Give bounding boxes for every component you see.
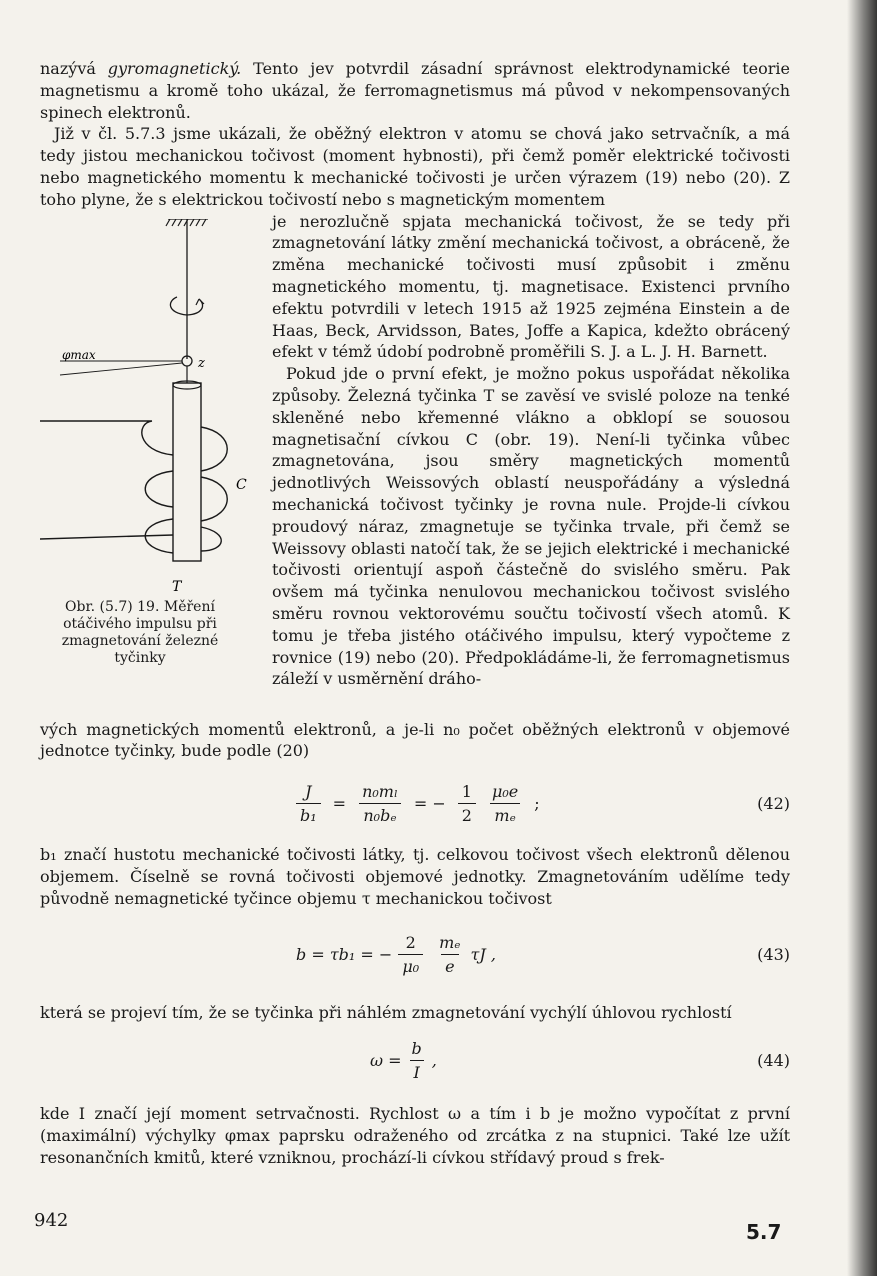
eq43-f1-den: μ₀ bbox=[398, 954, 423, 976]
figure-19 bbox=[40, 219, 252, 599]
paragraph-1 bbox=[40, 58, 790, 123]
eq43-lhs: b = τb₁ = − bbox=[296, 945, 393, 965]
eq42-frac-mid bbox=[358, 782, 402, 825]
eq42-mid-den: n₀bₑ bbox=[359, 803, 400, 825]
eq42-mid-num: n₀mₗ bbox=[362, 781, 398, 801]
eq42-sign: = − bbox=[413, 793, 446, 813]
eq43-frac-2 bbox=[435, 933, 464, 976]
eq44-lhs: ω = bbox=[370, 1050, 402, 1070]
iron-rod bbox=[173, 383, 201, 561]
p1-italic: gyromagnetický. bbox=[107, 59, 242, 78]
section-number: 5.7 bbox=[746, 1220, 782, 1244]
eq42-rhs2-den: mₑ bbox=[490, 803, 519, 825]
equation-42 bbox=[40, 768, 790, 838]
eq44-den: I bbox=[410, 1060, 424, 1082]
label-z: z bbox=[198, 355, 205, 371]
eq43-f1-num: 2 bbox=[405, 933, 416, 953]
eq43-tail: τJ , bbox=[470, 945, 496, 965]
equation-44-body bbox=[370, 1025, 437, 1095]
paragraph-6: kde I značí její moment setrvačnosti. Rychlost ω a tím i b je možno vypočítat z první (maximální) výchylky φmax paprsku odraženého od zrcátka z na stupnici. Také lze užít resonančních kmitů, které vzniknou, prochází-li cívkou střídavý proud s frek- bbox=[40, 1104, 790, 1167]
equation-43-body bbox=[296, 920, 496, 990]
eq42-frac-lhs bbox=[296, 782, 321, 825]
equation-43 bbox=[40, 920, 790, 990]
reflected-beam bbox=[60, 363, 182, 375]
eq44-num: b bbox=[411, 1038, 422, 1058]
equation-44 bbox=[40, 1025, 790, 1095]
figure-drawing bbox=[40, 219, 252, 599]
equation-42-body: $\frac{J}{\text{b₁}}$ = $\frac{\text{n₀mₗ}}{\text{n₀bₑ}}$ = − $\frac{1}{2}$ $\frac{\text{μ₀e}}{\text{mₑ}}$ ; bbox=[290, 768, 546, 838]
eq44-frac bbox=[408, 1039, 426, 1082]
eq42-lhs-den: b₁ bbox=[296, 803, 321, 825]
page-content bbox=[40, 58, 790, 1169]
eq42-frac-rhs1 bbox=[458, 782, 476, 825]
paragraph-3: Pokud jde o první efekt, je možno pokus uspořádat několika způsoby. Železná tyčinka T se zavěsí ve svislé poloze na tenké skleněné nebo křemenné vlákno a obklopí se souosou magnetisační cívkou C (obr. 19). Není-li tyčinka vůbec zmagnetována, jsou směry magnetických momentů jednotlivých Weissových oblastí neuspořádány a výsledná mechanická točivost tyčinky je rovna nule. Projde-li cívkou proudový náraz, zmagnetuje se tyčinka trvale, při čemž se Weissovy oblasti natočí tak, že se jejich elektrické i mechanické točivosti orientují aspoň částečně do svislého směru. Pak ovšem má tyčinka nenulovou mechanickou točivost svislého směru rovnou vektorovému součtu točivostí všech atomů. K tomu je třeba jistého otáčivého impulsu, který vypočteme z rovnice (19) nebo (20). Předpokládáme-li, že ferromagnetismus záleží v usměrnění dráho- bbox=[272, 364, 790, 689]
paragraph-2-cont: je nerozlučně spjata mechanická točivost, že se tedy při zmagnetování látky změní mechanická točivost, a obráceně, že změna mechanické točivosti musí způsobit i změnu magnetického momentu, tj. magnetisace. Existenci prvního efektu potvrdili v letech 1915 až 1925 zejména Einstein a de Haas, Beck, Arvidsson, Bates, Joffe a Kapica, kdežto obrácený efekt v témž údobí podrobně proměřili S. J. a L. J. H. Barnett. bbox=[272, 211, 790, 362]
binding-shadow bbox=[847, 0, 877, 1276]
eq42-rhs1-den: 2 bbox=[458, 803, 476, 825]
eq42-tail: ; bbox=[534, 793, 540, 813]
paragraph-5: která se projeví tím, že se tyčinka při náhlém zmagnetování vychýlí úhlovou rychlostí bbox=[40, 1002, 732, 1022]
eq42-rhs2-num: μ₀e bbox=[491, 781, 519, 801]
p1-rest: Tento jev potvrdil zásadní správnost elektrodynamické teorie magnetismu a kromě toho ukázal, že ferromagnetismus má původ v nekompensovaných spinech elektronů. bbox=[40, 59, 790, 122]
label-phi-max: φmax bbox=[62, 347, 96, 362]
eq43-f2-den: e bbox=[441, 954, 458, 976]
label-t: T bbox=[172, 578, 182, 595]
eq44-tail: , bbox=[431, 1050, 437, 1070]
eq43-f2-num: mₑ bbox=[439, 933, 461, 953]
page-number: 942 bbox=[34, 1210, 69, 1231]
paragraph-2: Již v čl. 5.7.3 jsme ukázali, že oběžný elektron v atomu se chová jako setrvačník, a má tedy jistou mechanickou točivost (moment hybnosti), při čemž poměr elektrické točivosti nebo magnetického momentu k mechanické točivosti je určen výrazem (19) nebo (20). Z toho plyne, že s elektrickou točivostí nebo s magnetickým momentem bbox=[40, 124, 790, 209]
equation-43-number: (43) bbox=[757, 945, 790, 965]
figure-wrap-block bbox=[40, 211, 790, 719]
eq42-rhs1-num: 1 bbox=[461, 781, 472, 801]
eq42-frac-rhs2 bbox=[488, 782, 522, 825]
paragraph-3-cont: vých magnetických momentů elektronů, a je-li n₀ počet oběžných elektronů v objemové jednotce tyčinky, bude podle (20) bbox=[40, 719, 790, 761]
wrap-text bbox=[272, 211, 790, 691]
eq43-frac-1 bbox=[398, 933, 423, 976]
paragraph-4: b₁ značí hustotu mechanické točivosti látky, tj. celkovou točivost všech elektronů dělenou objemem. Číselně se rovná točivosti objemové jednotky. Zmagnetováním udělíme tedy původně nemagnetické tyčince objemu τ mechanickou točivost bbox=[40, 845, 790, 908]
label-c: C bbox=[236, 476, 247, 493]
eq42-lhs-num: J bbox=[305, 781, 312, 801]
equation-42-number: (42) bbox=[757, 793, 790, 813]
p1-start: nazývá bbox=[40, 59, 108, 78]
equation-44-number: (44) bbox=[757, 1050, 790, 1070]
figure-caption: Obr. (5.7) 19. Měření otáčivého impulsu při zmagnetování železné tyčinky bbox=[61, 598, 219, 666]
